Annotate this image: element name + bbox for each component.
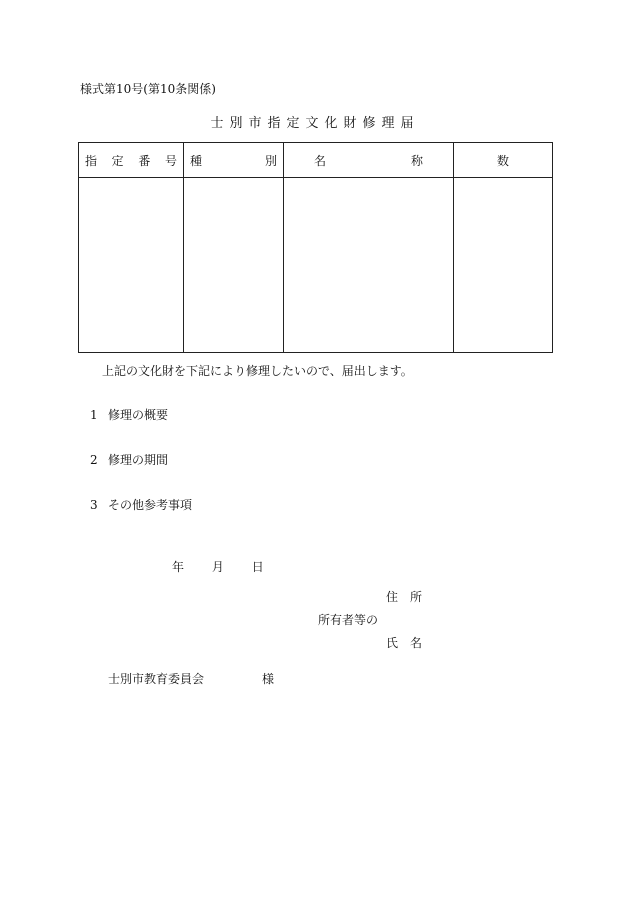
table-header-row bbox=[79, 143, 553, 178]
cell-designation-number[interactable] bbox=[79, 178, 184, 353]
cell-name[interactable] bbox=[284, 178, 454, 353]
address-label: 住 所 bbox=[386, 590, 423, 604]
owner-label: 所有者等の bbox=[318, 613, 379, 627]
name-label: 氏 名 bbox=[386, 636, 423, 650]
date-month: 月 bbox=[211, 560, 224, 574]
list-item-repair-period: 2 修理の期間 bbox=[90, 453, 169, 467]
cell-type[interactable] bbox=[184, 178, 284, 353]
date-line bbox=[172, 558, 264, 575]
header-designation-number: 指 定 番 号 bbox=[79, 143, 184, 178]
addressee-name: 士別市教育委員会 bbox=[108, 672, 205, 686]
date-year: 年 bbox=[172, 560, 185, 574]
date-day: 日 bbox=[251, 560, 264, 574]
addressee-honorific: 様 bbox=[262, 672, 275, 686]
form-number: 様式第10号(第10条関係) bbox=[80, 82, 216, 96]
header-quantity: 数 bbox=[454, 143, 553, 178]
header-name: 名 称 bbox=[284, 143, 454, 178]
statement-text: 上記の文化財を下記により修理したいので、届出します。 bbox=[102, 364, 413, 378]
addressee bbox=[108, 670, 274, 687]
table-row bbox=[79, 178, 553, 353]
list-item-other-notes: 3 その他参考事項 bbox=[90, 498, 193, 512]
cultural-property-table bbox=[78, 142, 553, 353]
list-item-repair-overview: 1 修理の概要 bbox=[90, 408, 169, 422]
document-title: 士別市指定文化財修理届 bbox=[210, 116, 420, 131]
cell-quantity[interactable] bbox=[454, 178, 553, 353]
header-type: 種 別 bbox=[184, 143, 284, 178]
